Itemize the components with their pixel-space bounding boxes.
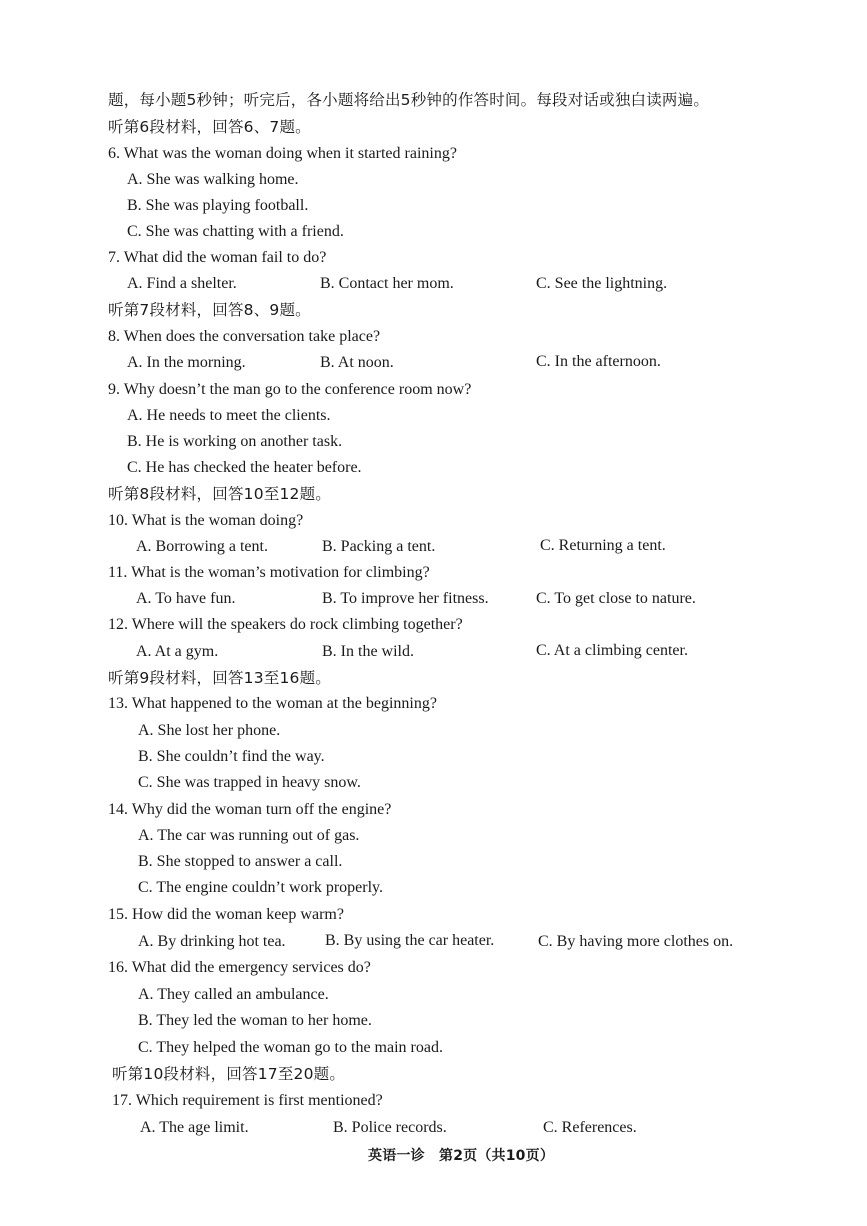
question-9-option-a: A. He needs to meet the clients. xyxy=(127,407,331,424)
section-heading-6: 听第6段材料，回答6、7题。 xyxy=(108,118,311,136)
question-15-option-b: B. By using the car heater. xyxy=(325,932,495,949)
question-10-option-b: B. Packing a tent. xyxy=(322,538,436,555)
question-6-option-a: A. She was walking home. xyxy=(127,171,299,188)
question-11-stem: 11. What is the woman’s motivation for climbing? xyxy=(108,564,430,581)
question-15-option-c: C. By having more clothes on. xyxy=(538,933,734,950)
question-9-option-b: B. He is working on another task. xyxy=(127,433,343,450)
question-12-option-b: B. In the wild. xyxy=(322,643,414,660)
question-13-stem: 13. What happened to the woman at the beginning? xyxy=(108,695,437,712)
question-9-stem: 9. Why doesn’t the man go to the conference room now? xyxy=(108,381,472,398)
section-heading-10: 听第10段材料，回答17至20题。 xyxy=(112,1065,346,1083)
question-12-option-a: A. At a gym. xyxy=(136,643,219,660)
question-7-option-c: C. See the lightning. xyxy=(536,275,668,292)
question-11-option-a: A. To have fun. xyxy=(136,590,236,607)
question-7-option-b: B. Contact her mom. xyxy=(320,275,454,292)
question-10-stem: 10. What is the woman doing? xyxy=(108,512,304,529)
question-17-stem: 17. Which requirement is first mentioned? xyxy=(112,1092,383,1109)
question-10-option-c: C. Returning a tent. xyxy=(540,537,666,554)
question-14-option-c: C. The engine couldn’t work properly. xyxy=(138,879,383,896)
question-11-option-c: C. To get close to nature. xyxy=(536,590,696,607)
question-14-option-b: B. She stopped to answer a call. xyxy=(138,853,343,870)
question-10-option-a: A. Borrowing a tent. xyxy=(136,538,268,555)
question-12-stem: 12. Where will the speakers do rock climbing together? xyxy=(108,616,463,633)
page-footer: 英语一诊 第2页（共10页） xyxy=(368,1148,555,1164)
section-heading-7: 听第7段材料，回答8、9题。 xyxy=(108,301,311,319)
question-14-option-a: A. The car was running out of gas. xyxy=(138,827,360,844)
section-heading-9: 听第9段材料，回答13至16题。 xyxy=(108,669,332,687)
question-6-option-c: C. She was chatting with a friend. xyxy=(127,223,344,240)
question-15-option-a: A. By drinking hot tea. xyxy=(138,933,286,950)
question-7-stem: 7. What did the woman fail to do? xyxy=(108,249,327,266)
question-17-option-a: A. The age limit. xyxy=(140,1119,249,1136)
question-14-stem: 14. Why did the woman turn off the engine? xyxy=(108,801,392,818)
question-7-option-a: A. Find a shelter. xyxy=(127,275,237,292)
question-12-option-c: C. At a climbing center. xyxy=(536,642,688,659)
question-16-option-c: C. They helped the woman go to the main road. xyxy=(138,1039,443,1056)
question-11-option-b: B. To improve her fitness. xyxy=(322,590,489,607)
instruction-line: 题，每小题5秒钟；听完后，各小题将给出5秒钟的作答时间。每段对话或独白读两遍。 xyxy=(108,91,710,109)
question-13-option-a: A. She lost her phone. xyxy=(138,722,281,739)
question-15-stem: 15. How did the woman keep warm? xyxy=(108,906,344,923)
question-8-option-c: C. In the afternoon. xyxy=(536,353,661,370)
question-8-option-a: A. In the morning. xyxy=(127,354,246,371)
question-16-option-b: B. They led the woman to her home. xyxy=(138,1012,372,1029)
question-16-option-a: A. They called an ambulance. xyxy=(138,986,329,1003)
question-17-option-b: B. Police records. xyxy=(333,1119,447,1136)
question-9-option-c: C. He has checked the heater before. xyxy=(127,459,362,476)
question-13-option-b: B. She couldn’t find the way. xyxy=(138,748,325,765)
question-6-option-b: B. She was playing football. xyxy=(127,197,309,214)
question-8-stem: 8. When does the conversation take place? xyxy=(108,328,381,345)
section-heading-8: 听第8段材料，回答10至12题。 xyxy=(108,485,332,503)
question-13-option-c: C. She was trapped in heavy snow. xyxy=(138,774,361,791)
question-16-stem: 16. What did the emergency services do? xyxy=(108,959,371,976)
question-6-stem: 6. What was the woman doing when it started raining? xyxy=(108,145,457,162)
question-8-option-b: B. At noon. xyxy=(320,354,394,371)
question-17-option-c: C. References. xyxy=(543,1119,637,1136)
